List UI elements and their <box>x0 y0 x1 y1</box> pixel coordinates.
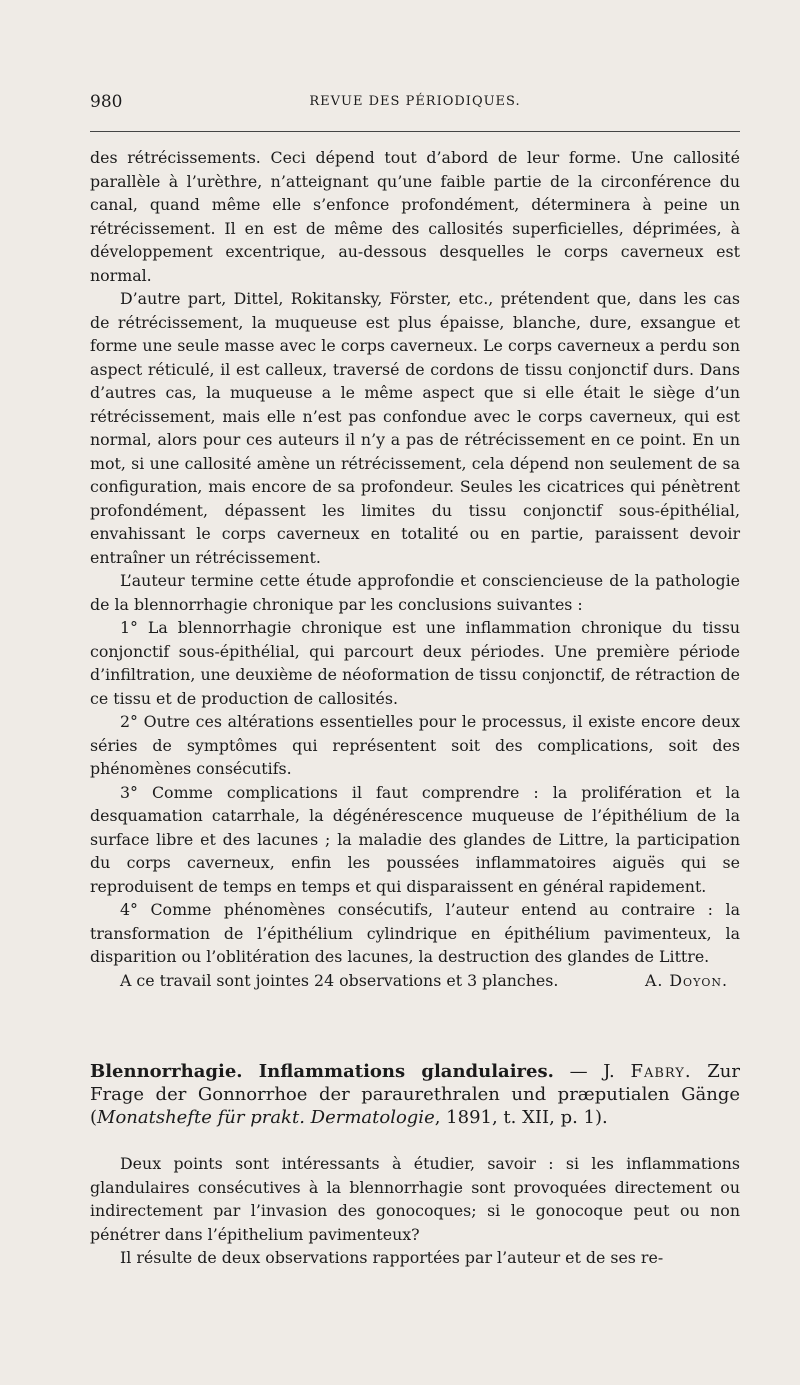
paragraph: des rétrécissements. Ceci dépend tout d’abord de leur forme. Une callosité parallèle à l’urèthre, n’atteignant qu’une faible partie de la circonférence du canal, quand même elle s’enfonce profondément, déterminera à peine un rétrécissement. Il en est de même des callosités superficielles, déprimées, à développement excentrique, au-dessous desquelles le corps caverneux est normal. <box>90 148 740 285</box>
paragraph: Deux points sont intéressants à étudier, savoir : si les inflammations glandulaires consécutives à la blennorrhagie sont provoquées directement ou indirectement par l’invasion des gonocoques; si le gonocoque peut ou non pénétrer dans l’épithelium pavimenteux? <box>90 1154 740 1244</box>
article-body <box>90 1152 740 1270</box>
reviewer-signature: A. Doyon. <box>644 970 728 990</box>
header-rule <box>90 131 740 132</box>
author-dash: — J. <box>569 1061 615 1082</box>
paragraph: D’autre part, Dittel, Rokitansky, Förster, etc., prétendent que, dans les cas de rétrécissement, la muqueuse est plus épaisse, blanche, dure, exsangue et forme une seule masse avec le corps caverneux. Le corps caverneux a perdu son aspect réticulé, il est calleux, traversé de cordons de tissu conjonctif durs. Dans d’autres cas, la muqueuse a le même aspect que si elle était le siège d’un rétrécissement, mais elle n’est pas confondue avec le corps caverneux, qui est normal, alors pour ces auteurs il n’y a pas de rétrécissement en ce point. En un mot, si une callosité amène un rétrécissement, cela dépend non seulement de sa configuration, mais encore de sa profondeur. Seules les cicatrices qui pénètrent profondément, dépassent les limites du tissu conjonctif sous-épithélial, envahissant le corps caverneux en totalité ou en partie, paraissent devoir entraîner un rétrécissement. <box>90 289 740 567</box>
running-title: REVUE DES PÉRIODIQUES. <box>309 94 521 109</box>
closing-line <box>90 969 740 993</box>
article-title: Zur Frage der Gonnorrhoe der paraurethralen und præputialen Gänge ( <box>90 1061 740 1128</box>
article-citation <box>90 1060 740 1129</box>
article-heading: Blennorrhagie. Inflammations glandulaires. <box>90 1061 554 1082</box>
paragraph: 1° La blennorrhagie chronique est une inflammation chronique du tissu conjonctif sous-épithélial, qui parcourt deux périodes. Une première période d’infiltration, une deuxième de néoformation de tissu conjonctif, de rétraction de ce tissu et de production de callosités. <box>90 618 740 708</box>
journal-name: Monatshefte für prakt. Dermatologie <box>97 1107 435 1128</box>
paragraph: 2° Outre ces altérations essentielles pour le processus, il existe encore deux séries de symptômes qui représentent soit des complications, soit des phénomènes consécutifs. <box>90 712 740 778</box>
paragraph: Il résulte de deux observations rapportées par l’auteur et de ses re- <box>120 1248 664 1267</box>
page-header <box>90 92 740 116</box>
closing-text: A ce travail sont jointes 24 observations et 3 planches. <box>120 970 559 990</box>
citation-details: , 1891, t. XII, p. 1). <box>434 1107 608 1128</box>
paragraph: 4° Comme phénomènes consécutifs, l’auteur entend au contraire : la transformation de l’épithélium cylindrique en épithélium pavimenteux, la disparition ou l’oblitération des lacunes, la destruction des glandes de Littre. <box>90 900 740 966</box>
paragraph: L’auteur termine cette étude approfondie et consciencieuse de la pathologie de la blennorrhagie chronique par les conclusions suivantes : <box>90 571 740 614</box>
article-author: Fabry. <box>630 1061 692 1082</box>
paragraph: 3° Comme complications il faut comprendre : la prolifération et la desquamation catarrhale, la dégénérescence muqueuse de l’épithélium de la surface libre et des lacunes ; la maladie des glandes de Littre, la participation du corps caverneux, enfin les poussées inflammatoires aiguës qui se reproduisent de temps en temps et qui disparaissent en général rapidement. <box>90 782 740 896</box>
main-text <box>90 146 740 992</box>
page-number: 980 <box>90 92 123 112</box>
